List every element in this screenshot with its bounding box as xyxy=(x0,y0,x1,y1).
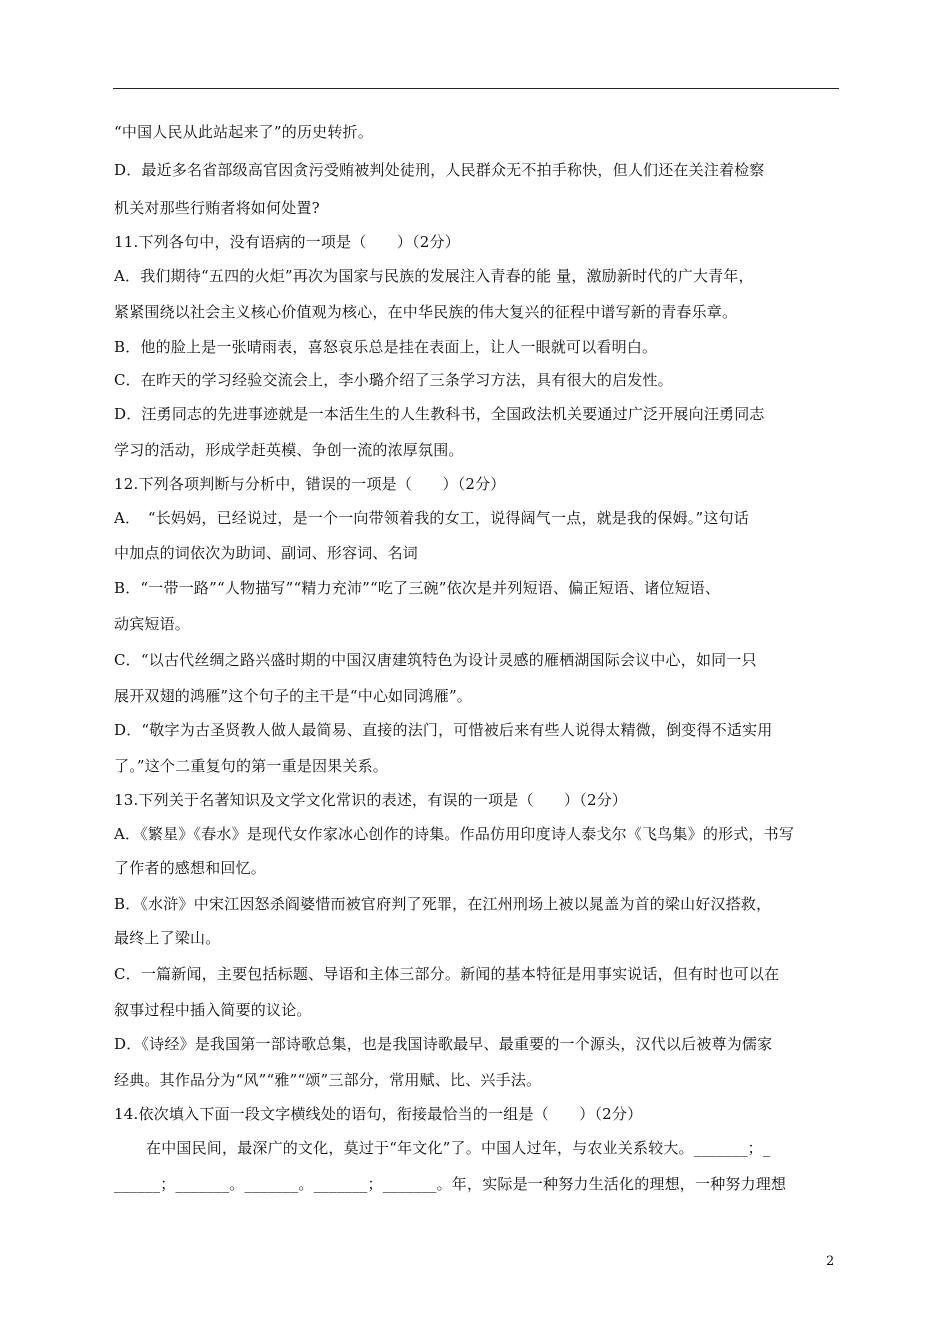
text-line: 机关对那些行贿者将如何处置? xyxy=(114,199,320,217)
text-line: B．他的脸上是一张晴雨表，喜怒哀乐总是挂在表面上，让人一眼就可以看明白。 xyxy=(114,338,658,356)
text-line: 中加点的词依次为助词、副词、形容词、名词 xyxy=(114,544,419,562)
text-line: “中国人民从此站起来了”的历史转折。 xyxy=(114,123,373,141)
text-line: 展开双翅的鸿雁”这个句子的主干是“中心如同鸿雁”。 xyxy=(114,687,473,705)
text-line: 最终上了梁山。 xyxy=(114,929,221,947)
header-rule xyxy=(113,88,839,89)
text-line: B．《水浒》中宋江因怒杀阎婆惜而被官府判了死罪，在江州刑场上被以晁盖为首的梁山好汉搭救， xyxy=(114,895,772,913)
text-line: D．最近多名省部级高官因贪污受贿被判处徒刑，人民群众无不拍手称快，但人们还在关注着检察 xyxy=(114,161,765,179)
text-line: 学习的活动，形成学赶英模、争创一流的浓厚氛围。 xyxy=(114,441,464,459)
text-line: 紧紧围绕以社会主义核心价值观为核心，在中华民族的伟大复兴的征程中谱写新的青春乐章。 xyxy=(114,303,738,321)
text-line: 了作者的感想和回忆。 xyxy=(114,859,267,877)
question-14-stem: 14.依次填入下面一段文字横线处的语句，衔接最恰当的一组是（ ）（2分） xyxy=(114,1105,643,1123)
text-line: C．“以古代丝绸之路兴盛时期的中国汉唐建筑特色为设计灵感的雁栖湖国际会议中心，如同一只 xyxy=(114,651,757,669)
question-11-stem: 11.下列各句中，没有语病的一项是（ ）（2分） xyxy=(114,233,460,251)
text-line: A． “长妈妈，已经说过，是一个一向带领着我的女工，说得阔气一点，就是我的保姆。”这句话 xyxy=(114,509,749,527)
text-line: 了。”这个二重复句的第一重是因果关系。 xyxy=(114,757,388,775)
text-line: D．汪勇同志的先进事迹就是一本活生生的人生教科书，全国政法机关要通过广泛开展向汪勇同志 xyxy=(114,405,765,423)
text-line: 动宾短语。 xyxy=(114,615,191,633)
text-line: A．《繁星》《春水》是现代女作家冰心创作的诗集。作品仿用印度诗人泰戈尔《飞鸟集》的形式，书写 xyxy=(114,825,795,843)
passage-line: ______；_______。_______。_______；_______。年，实际是一种努力生活化的理想，一种努力理想 xyxy=(114,1175,787,1193)
text-line: 叙事过程中插入简要的议论。 xyxy=(114,1001,312,1019)
question-13-stem: 13.下列关于名著知识及文学文化常识的表述，有误的一项是（ ）（2分） xyxy=(114,791,628,809)
question-12-stem: 12.下列各项判断与分析中，错误的一项是（ ）（2分） xyxy=(114,475,506,493)
text-line: A．我们期待“五四的火炬”再次为国家与民族的发展注入青春的能 量，激励新时代的广大青年， xyxy=(114,267,754,285)
passage-line: 在中国民间，最深广的文化，莫过于“年文化”了。中国人过年，与农业关系较大。_______；_ xyxy=(146,1139,771,1157)
text-line: D．“敬字为古圣贤教人做人最简易、直接的法门，可惜被后来有些人说得太精微，倒变得不适实用 xyxy=(114,721,773,739)
text-line: C．在昨天的学习经验交流会上，李小璐介绍了三条学习方法，具有很大的启发性。 xyxy=(114,371,673,389)
page-number: 2 xyxy=(826,1254,835,1269)
text-line: C．一篇新闻，主要包括标题、导语和主体三部分。新闻的基本特征是用事实说话，但有时也可以在 xyxy=(114,965,780,983)
text-line: D．《诗经》是我国第一部诗歌总集，也是我国诗歌最早、最重要的一个源头，汉代以后被尊为儒家 xyxy=(114,1035,773,1053)
text-line: 经典。其作品分为“风”“雅”“颂”三部分，常用赋、比、兴手法。 xyxy=(114,1071,542,1089)
text-line: B．“一带一路”“人物描写”“精力充沛”“吃了三碗”依次是并列短语、偏正短语、诸位短语、 xyxy=(114,579,721,597)
